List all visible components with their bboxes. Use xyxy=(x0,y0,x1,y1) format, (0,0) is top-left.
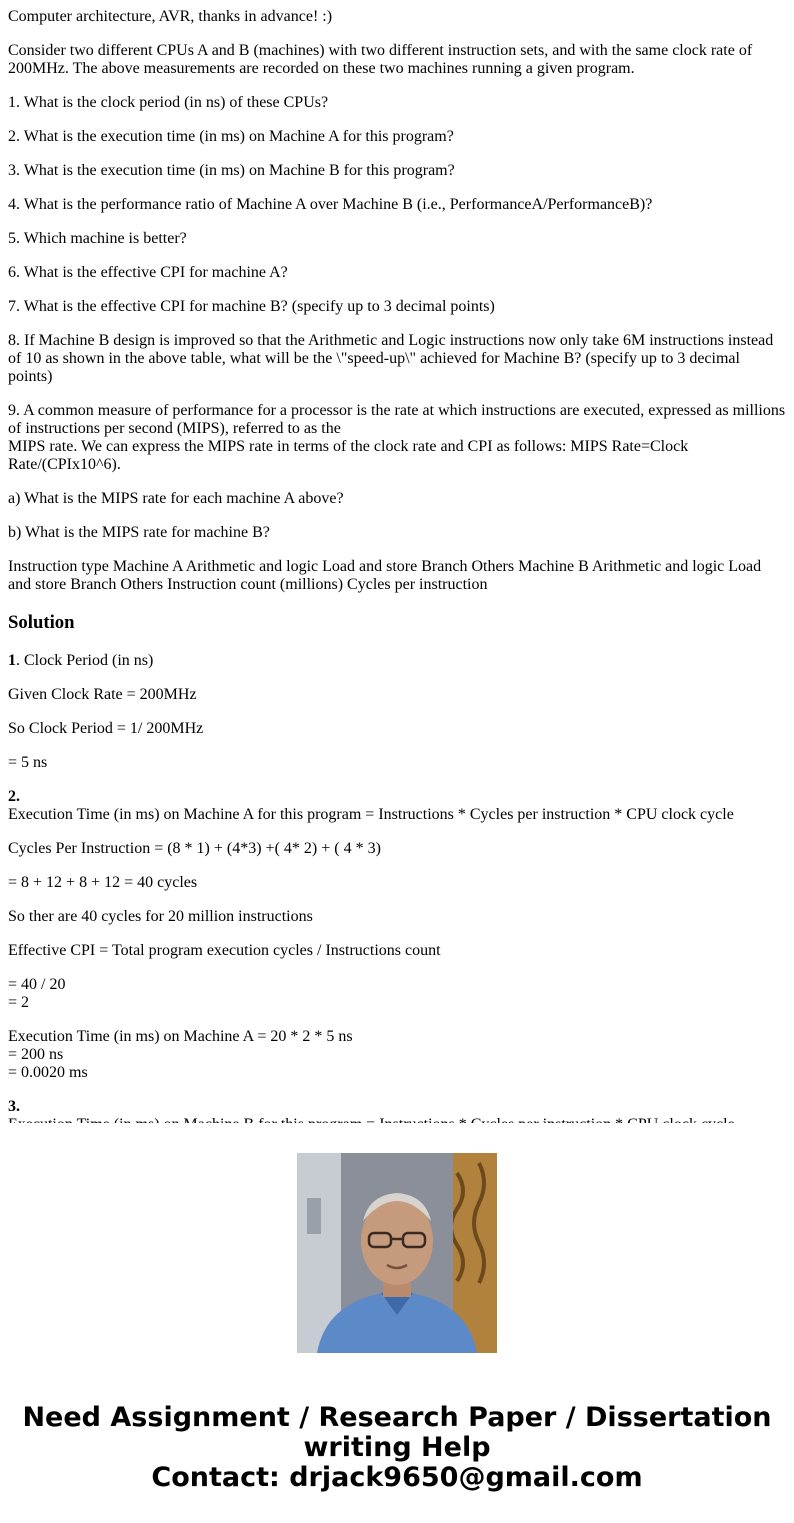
author-photo xyxy=(297,1153,497,1353)
question-item-6: 6. What is the effective CPI for machine A? xyxy=(8,264,288,281)
promo-footer xyxy=(0,1123,794,1523)
question-item-9-line-2: MIPS rate. We can express the MIPS rate in terms of the clock rate and CPI as follows: MIPS Rate=Clock Rate/(CPIx10^6). xyxy=(8,438,689,473)
question-title: Computer architecture, AVR, thanks in advance! :) xyxy=(8,8,333,25)
question-item-4: 4. What is the performance ratio of Machine A over Machine B (i.e., PerformanceA/PerformanceB)? xyxy=(8,196,653,213)
question-item-2: 2. What is the execution time (in ms) on Machine A for this program? xyxy=(8,128,454,145)
promo-text xyxy=(0,1403,794,1493)
solution-2-division xyxy=(8,976,786,1012)
solution-1-title xyxy=(8,652,786,670)
solution-2-cycles: So ther are 40 cycles for 20 million instructions xyxy=(8,908,313,925)
solution-2-number: 2. xyxy=(8,788,20,805)
question-item-7: 7. What is the effective CPI for machine B? (specify up to 3 decimal points) xyxy=(8,298,495,315)
promo-line-2: writing Help xyxy=(303,1432,491,1463)
solution-2-cpi: Cycles Per Instruction = (8 * 1) + (4*3) +( 4* 2) + ( 4 * 3) xyxy=(8,840,381,857)
question-item-8: 8. If Machine B design is improved so that the Arithmetic and Logic instructions now only take 6M instructions instead of 10 as shown in the above table, what will be the \"speed-up\" achieved for Machine B? (specify up to 3 decimal points) xyxy=(8,332,774,385)
question-sub-a: a) What is the MIPS rate for each machine A above? xyxy=(8,490,344,507)
question-item-9-line-1: 9. A common measure of performance for a processor is the rate at which instructions are executed, expressed as millions of instructions per second (MIPS), referred to as the xyxy=(8,402,786,437)
solution-2-sum: = 8 + 12 + 8 + 12 = 40 cycles xyxy=(8,874,198,891)
solution-1-title-text: . Clock Period (in ns) xyxy=(16,652,154,669)
solution-1-period: So Clock Period = 1/ 200MHz xyxy=(8,720,204,737)
solution-2-execution-ns: = 200 ns xyxy=(8,1046,64,1063)
question-item-9 xyxy=(8,402,786,474)
solution-2-effective-cpi: Effective CPI = Total program execution cycles / Instructions count xyxy=(8,942,441,959)
solution-2-block xyxy=(8,788,786,824)
promo-contact: Contact: drjack9650@gmail.com xyxy=(151,1462,643,1493)
solution-1-given: Given Clock Rate = 200MHz xyxy=(8,686,197,703)
document-content xyxy=(8,0,786,1123)
question-intro: Consider two different CPUs A and B (machines) with two different instruction sets, and with the same clock rate of 200MHz. The above measurements are recorded on these two machines running a given program. xyxy=(8,42,753,77)
promo-line-1: Need Assignment / Research Paper / Dissertation xyxy=(22,1402,772,1433)
question-sub-b: b) What is the MIPS rate for machine B? xyxy=(8,524,270,541)
question-item-5: 5. Which machine is better? xyxy=(8,230,187,247)
author-photo-image xyxy=(297,1153,497,1353)
question-item-1: 1. What is the clock period (in ns) of these CPUs? xyxy=(8,94,329,111)
solution-1-number: 1 xyxy=(8,652,16,669)
solution-3-number: 3. xyxy=(8,1098,20,1115)
solution-1-result: = 5 ns xyxy=(8,754,48,771)
question-item-3: 3. What is the execution time (in ms) on Machine B for this program? xyxy=(8,162,455,179)
solution-heading: Solution xyxy=(8,612,75,633)
solution-2-execution-expr: Execution Time (in ms) on Machine A = 20 * 2 * 5 ns xyxy=(8,1028,353,1045)
solution-2-formula: Execution Time (in ms) on Machine A for this program = Instructions * Cycles per instruction * CPU clock cycle xyxy=(8,806,734,823)
solution-2-execution-ms: = 0.0020 ms xyxy=(8,1064,88,1081)
solution-2-division-expr: = 40 / 20 xyxy=(8,976,66,993)
solution-2-division-result: = 2 xyxy=(8,994,30,1011)
solution-2-execution xyxy=(8,1028,786,1082)
question-table-text: Instruction type Machine A Arithmetic and logic Load and store Branch Others Machine B Arithmetic and logic Load and store Branch Others Instruction count (millions) Cycles per instruction xyxy=(8,558,762,593)
